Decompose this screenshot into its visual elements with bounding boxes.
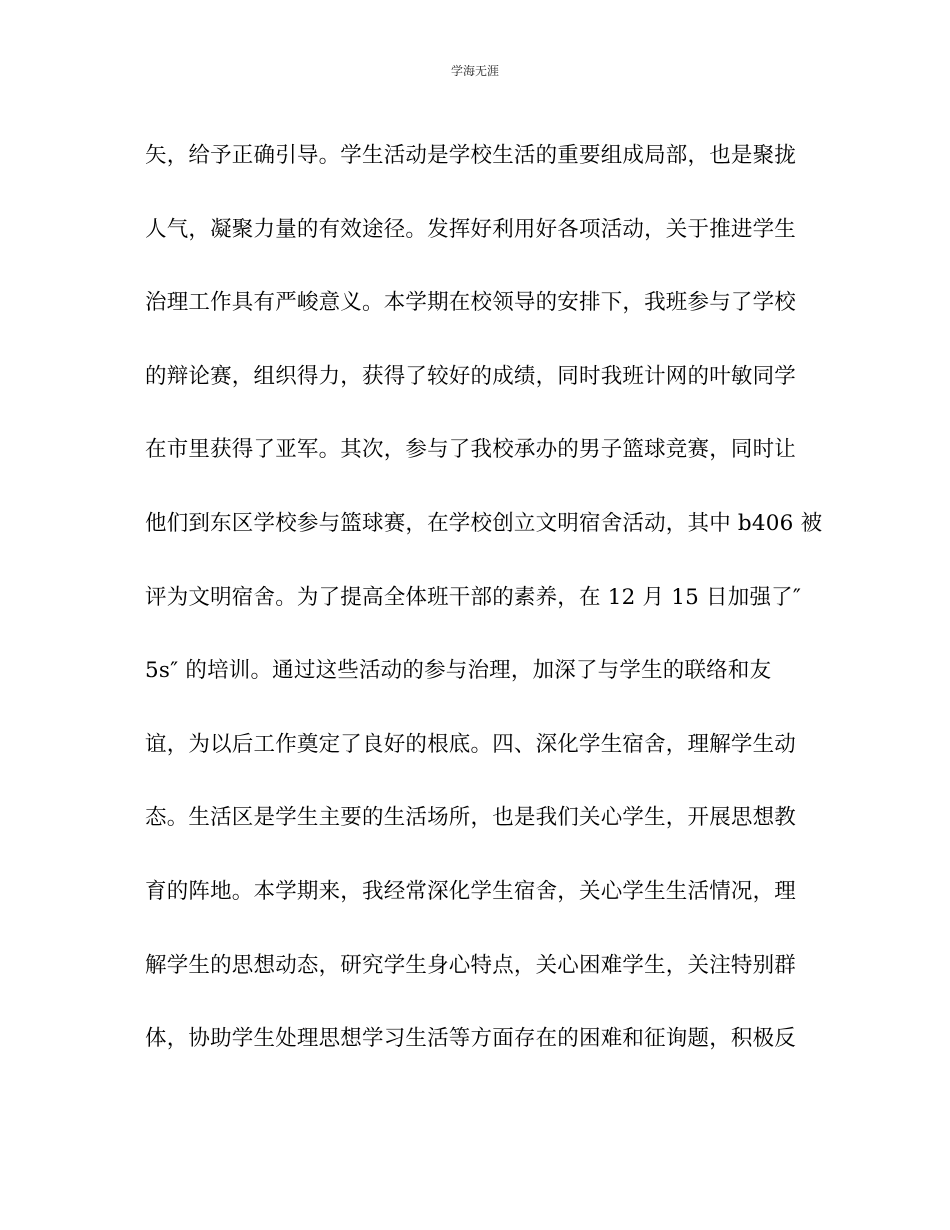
- page-header: 学海无涯: [450, 64, 499, 78]
- text-line: 人气，凝聚力量的有效途径。发挥好利用好各项活动，关于推进学生: [145, 216, 797, 242]
- body-text: [145, 136, 823, 1093]
- text-line: 5s″ 的培训。通过这些活动的参与治理，加深了与学生的联络和友: [145, 658, 772, 684]
- text-line: 他们到东区学校参与篮球赛，在学校创立文明宿舍活动，其中 b406 被: [145, 510, 823, 536]
- text-line: 体，协助学生处理思想学习生活等方面存在的困难和征询题，积极反: [145, 1026, 797, 1052]
- text-line: 态。生活区是学生主要的生活场所，也是我们关心学生，开展思想教: [145, 805, 797, 831]
- text-line: 解学生的思想动态，研究学生身心特点，关心困难学生，关注特别群: [145, 952, 797, 978]
- text-line: 育的阵地。本学期来，我经常深化学生宿舍，关心学生生活情况，理: [145, 878, 797, 904]
- text-line: 谊，为以后工作奠定了良好的根底。四、深化学生宿舍，理解学生动: [145, 731, 797, 757]
- text-line: 矢，给予正确引导。学生活动是学校生活的重要组成局部，也是聚拢: [145, 143, 797, 168]
- text-line: 在市里获得了亚军。其次，参与了我校承办的男子篮球竞赛，同时让: [145, 437, 797, 463]
- text-line: 的辩论赛，组织得力，获得了较好的成绩，同时我班计网的叶敏同学: [145, 363, 797, 389]
- text-line: 评为文明宿舍。为了提高全体班干部的素养，在 12 月 15 日加强了″: [145, 584, 802, 610]
- text-line: 治理工作具有严峻意义。本学期在校领导的安排下，我班参与了学校: [145, 290, 797, 316]
